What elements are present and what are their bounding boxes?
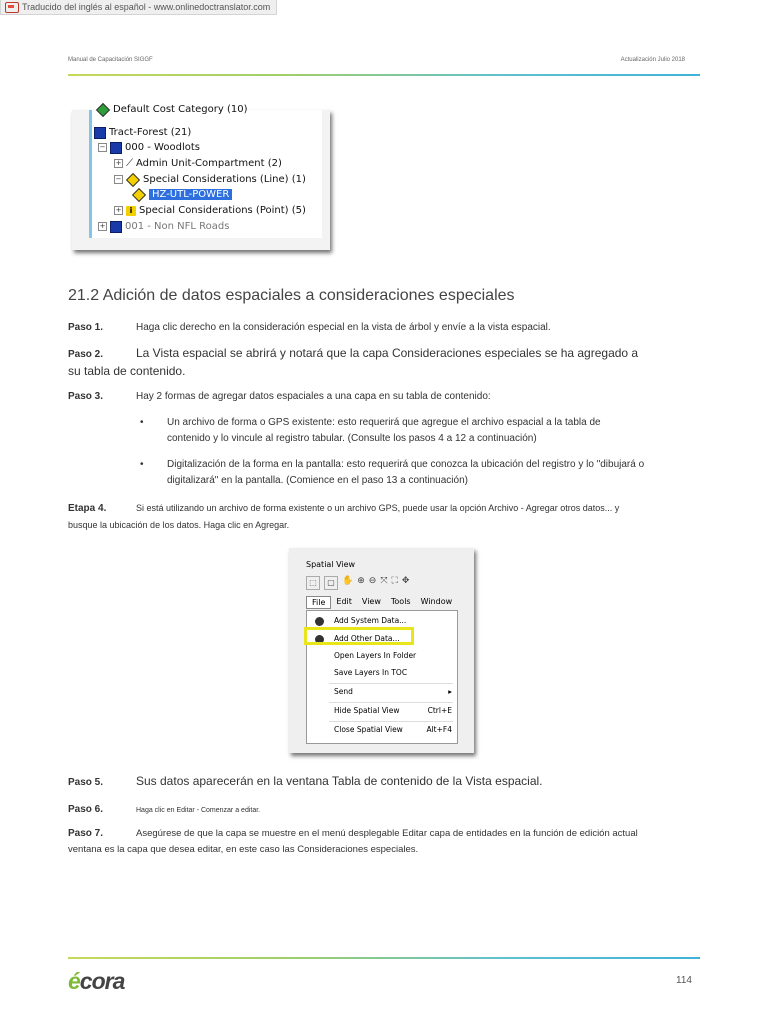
header-right: Actualización Julio 2018 (620, 57, 685, 63)
spatial-view-title: Spatial View (306, 560, 356, 569)
header-left: Manual de Capacitación SIGGF (68, 57, 153, 63)
header-divider (68, 74, 700, 76)
step-5: Paso 5. Sus datos aparecerán en la ventana Tabla de contenido de la Vista espacial. (68, 774, 543, 788)
collapse-icon: − (115, 175, 122, 183)
tree-row-default-cost: Default Cost Category (10) (96, 102, 248, 117)
tree-row-special-line: − Special Considerations (Line) (1) (115, 174, 306, 185)
spatial-toolbar (306, 576, 409, 590)
zoom-in-icon[interactable]: ⊕ (357, 576, 365, 586)
menu-send[interactable]: Send ▸ (334, 687, 452, 696)
warning-diamond-icon (132, 187, 146, 201)
menu-tools[interactable]: Tools (390, 597, 411, 606)
page-number: 114 (676, 975, 692, 986)
expand-icon: + (99, 222, 106, 230)
menu-edit[interactable]: Edit (336, 597, 352, 606)
select-tool-icon[interactable]: ⬚ (306, 576, 320, 590)
info-icon: i (126, 206, 136, 216)
ecora-logo: é cora (68, 968, 125, 994)
translation-banner[interactable] (0, 0, 277, 15)
category-icon (96, 102, 110, 116)
menu-separator (329, 702, 453, 703)
tree-view-screenshot (72, 104, 330, 250)
menu-window[interactable]: Window (420, 597, 453, 606)
submenu-arrow-icon: ▸ (448, 687, 452, 696)
step-3: Paso 3. Hay 2 formas de agregar datos espaciales a una capa en su tabla de contenido: (68, 391, 491, 402)
step-6: Paso 6. Haga clic en Editar - Comenzar a editar. (68, 804, 261, 815)
full-extent-icon[interactable]: ⛶ (391, 576, 398, 586)
section-title: 21.2 Adición de datos espaciales a consideraciones especiales (68, 287, 515, 304)
menu-hide-spatial[interactable]: Hide Spatial View Ctrl+E (334, 706, 452, 715)
menu-open-layers[interactable]: Open Layers In Folder (334, 651, 417, 660)
cube-icon (110, 142, 122, 154)
step-4: Etapa 4. Si está utilizando un archivo de forma existente o un archivo GPS, puede usar la opción Archivo - Agregar otros datos... y busque la ubicación de los datos. Haga clic en Agregar. (68, 503, 620, 530)
banner-text: Traducido del inglés al español - www.onlinedoctranslator.com (22, 1, 271, 12)
expand-icon: + (115, 206, 122, 214)
tree-row-admin-unit: + ⟋ Admin Unit-Compartment (2) (115, 158, 282, 169)
menu-close-spatial[interactable]: Close Spatial View Alt+F4 (334, 725, 452, 734)
translator-logo-icon (5, 2, 19, 13)
menu-separator (329, 721, 453, 722)
tree-row-woodlots: − 000 - Woodlots (99, 142, 200, 153)
spatial-menubar (306, 596, 457, 609)
menu-add-system-data[interactable]: Add System Data... (334, 616, 407, 625)
highlight-box (304, 627, 414, 645)
move-icon[interactable]: ✥ (401, 576, 410, 586)
step-2: Paso 2. La Vista espacial se abrirá y notará que la capa Consideraciones especiales se ha agregado a su tabla de contenido. (68, 346, 639, 378)
warning-diamond-icon (126, 172, 140, 186)
step-1: Paso 1. Haga clic derecho en la consideración especial en la vista de árbol y envíe a la vista espacial. (68, 322, 551, 333)
footer-divider (68, 957, 700, 959)
menu-file[interactable]: File (306, 596, 331, 609)
frame-tool-icon[interactable]: ▢ (324, 576, 338, 590)
zoom-out-icon[interactable]: ⊖ (368, 576, 377, 586)
cube-icon (110, 221, 122, 233)
compartment-icon: ⟋ (126, 158, 133, 169)
bullet-2: • Digitalización de la forma en la pantalla: esto requerirá que conozca la ubicación del registro y lo "dibujará o digitalizará" en la pantalla. (Comience en el paso 13 a continuación) (140, 459, 645, 486)
add-data-icon (315, 617, 324, 626)
tree-row-tract-forest: Tract-Forest (21) (94, 125, 191, 140)
collapse-icon: − (99, 143, 106, 151)
tree-view-panel (89, 104, 322, 238)
menu-save-layers[interactable]: Save Layers In TOC (334, 668, 408, 677)
bullet-1: • Un archivo de forma o GPS existente: esto requerirá que agregue el archivo espacial a la tabla de contenido y lo vincule al registro tabular. (Consulte los pasos 4 a 12 a continuación) (140, 417, 601, 444)
menu-separator (329, 683, 453, 684)
menu-view[interactable]: View (361, 597, 381, 606)
tree-row-non-nfl: + 001 - Non NFL Roads (99, 221, 230, 232)
cube-icon (94, 127, 106, 139)
pan-tool-icon[interactable]: ✋ (342, 576, 354, 586)
tree-row-hz-utl-power[interactable]: HZ-UTL-POWER (132, 187, 232, 202)
spatial-view-screenshot (289, 548, 474, 753)
extent-icon[interactable]: ⤧ (380, 576, 388, 586)
expand-icon: + (115, 159, 122, 167)
tree-row-special-point: + i Special Considerations (Point) (5) (115, 205, 306, 216)
step-7: Paso 7. Asegúrese de que la capa se muestre en el menú desplegable Editar capa de entidades en la función de edición actual ventana es la capa que desea editar, en este caso las Consideraciones especiales. (68, 828, 638, 855)
menu-add-other-data[interactable]: Add Other Data... (334, 634, 400, 643)
